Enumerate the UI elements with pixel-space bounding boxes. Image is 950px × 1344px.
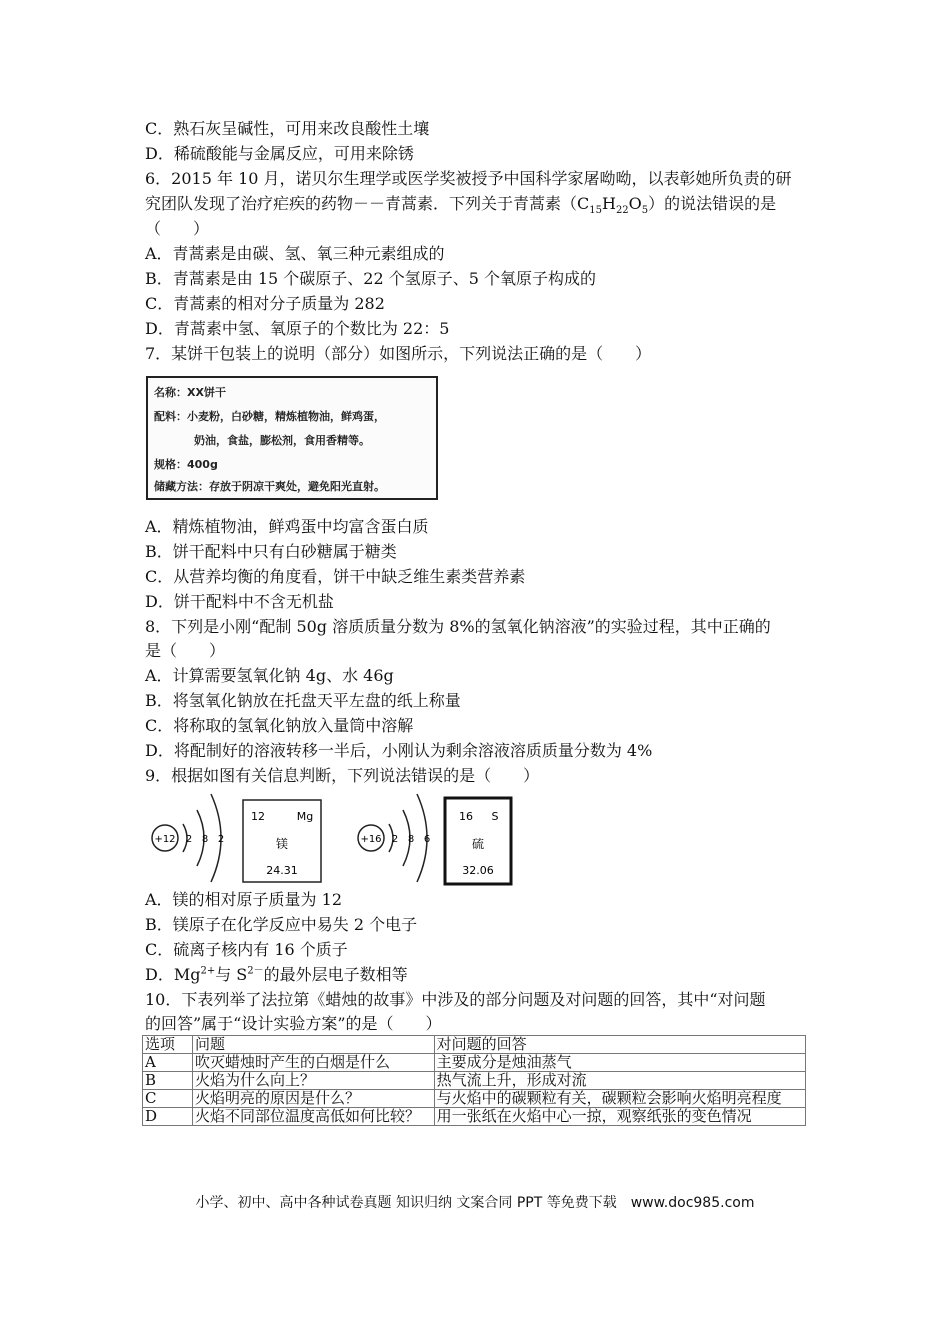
q8-option-d: D．将配制好的溶液转移一半后，小刚认为剩余溶液溶质质量分数为 4%	[145, 741, 653, 760]
row-d-answer: 用一张纸在火焰中心一掠，观察纸张的变色情况	[434, 1108, 805, 1126]
label-spec: 规格：400g	[154, 458, 218, 471]
q6-option-d: D．青蒿素中氢、氧原子的个数比为 22：5	[145, 319, 450, 338]
atom-structure-figure	[145, 788, 515, 888]
row-a-option: A	[143, 1054, 193, 1072]
row-d-option: D	[143, 1108, 193, 1126]
row-a-question: 吹灭蜡烛时产生的白烟是什么	[192, 1054, 434, 1072]
row-c-question: 火焰明亮的原因是什么？	[192, 1090, 434, 1108]
q8-option-a: A．计算需要氢氧化钠 4g、水 46g	[145, 666, 394, 685]
row-b-answer: 热气流上升，形成对流	[434, 1072, 805, 1090]
q6-option-a: A．青蒿素是由碳、氢、氧三种元素组成的	[145, 244, 445, 263]
s-shell-1-count: 2	[391, 834, 399, 845]
s-atom-structure	[358, 794, 430, 882]
mg-atomic-mass: 24.31	[266, 864, 298, 877]
q7-option-a: A．精炼植物油，鲜鸡蛋中均富含蛋白质	[145, 517, 429, 536]
q8-option-c: C．将称取的氢氧化钠放入量筒中溶解	[145, 716, 414, 735]
header-option: 选项	[143, 1036, 193, 1054]
mg-shell-2-count: 8	[201, 834, 209, 845]
table-header-row	[143, 1036, 806, 1054]
mg-atom-structure	[152, 794, 224, 882]
row-b-option: B	[143, 1072, 193, 1090]
q9-option-a: A．镁的相对原子质量为 12	[145, 890, 343, 909]
q6-option-c: C．青蒿素的相对分子质量为 282	[145, 294, 385, 313]
q9-option-c: C．硫离子核内有 16 个质子	[145, 940, 348, 959]
label-ingredients-2: 奶油，食盐，膨松剂，食用香精等。	[194, 434, 370, 447]
biscuit-label-figure	[146, 376, 438, 500]
row-d-question: 火焰不同部位温度高低如何比较？	[192, 1108, 434, 1126]
row-a-answer: 主要成分是烛油蒸气	[434, 1054, 805, 1072]
page-footer: 小学、初中、高中各种试卷真题 知识归纳 文案合同 PPT 等免费下载 www.doc985.com	[195, 1195, 755, 1211]
q7-option-c: C．从营养均衡的角度看，饼干中缺乏维生素类营养素	[145, 567, 526, 586]
s-shell-2-count: 8	[407, 834, 415, 845]
q5-option-c: C．熟石灰呈碱性，可用来改良酸性土壤	[145, 119, 430, 138]
s-atomic-mass: 32.06	[462, 864, 494, 877]
q10-stem-line2: 的回答”属于“设计实验方案”的是（ ）	[145, 1014, 442, 1033]
mg-symbol: Mg	[296, 810, 314, 823]
q6-answer-paren: （ ）	[145, 219, 210, 238]
s-symbol: S	[491, 810, 499, 823]
mg-element-card	[243, 800, 321, 882]
s-nucleus-label: +16	[360, 834, 382, 845]
header-question: 问题	[192, 1036, 434, 1054]
q9-stem: 9．根据如图有关信息判断，下列说法错误的是（ ）	[145, 766, 540, 785]
row-c-answer: 与火焰中的碳颗粒有关，碳颗粒会影响火焰明亮程度	[434, 1090, 805, 1108]
q7-option-b: B．饼干配料中只有白砂糖属于糖类	[145, 542, 397, 561]
mg-name: 镁	[275, 837, 289, 851]
q6-stem-line2: 究团队发现了治疗疟疾的药物－－青蒿素．下列关于青蒿素$(C_{15}H_{22}O_5)$的说法错误的是	[145, 194, 777, 217]
mg-nucleus-label: +12	[154, 834, 176, 845]
q7-option-d: D．饼干配料中不含无机盐	[145, 592, 334, 611]
table-row	[143, 1072, 806, 1090]
mg-shell-1-count: 2	[185, 834, 193, 845]
label-name: 名称：XX饼干	[154, 386, 226, 399]
table-row	[143, 1054, 806, 1072]
q8-option-b: B．将氢氧化钠放在托盘天平左盘的纸上称量	[145, 691, 461, 710]
label-storage: 储藏方法：存放于阴凉干爽处，避免阳光直射。	[154, 480, 385, 493]
table-row	[143, 1108, 806, 1126]
mg-shell-3-count: 2	[217, 834, 225, 845]
q6-stem-line1: 6．2015 年 10 月，诺贝尔生理学或医学奖被授予中国科学家屠呦呦，以表彰她所负责的研	[145, 169, 792, 188]
table-row	[143, 1090, 806, 1108]
header-answer: 对问题的回答	[434, 1036, 805, 1054]
mg-atomic-number: 12	[251, 810, 265, 823]
q8-stem-line2: 是（ ）	[145, 641, 226, 660]
q8-stem-line1: 8．下列是小刚“配制 50g 溶质质量分数为 8%的氢氧化钠溶液”的实验过程，其中正确的	[145, 617, 771, 636]
label-ingredients-1: 配料：小麦粉，白砂糖，精炼植物油，鲜鸡蛋，	[154, 410, 385, 423]
q9-option-b: B．镁原子在化学反应中易失 2 个电子	[145, 915, 418, 934]
q10-stem-line1: 10．下表列举了法拉第《蜡烛的故事》中涉及的部分问题及对问题的回答，其中“对问题	[145, 990, 766, 1009]
row-b-question: 火焰为什么向上？	[192, 1072, 434, 1090]
s-shell-3-count: 6	[423, 834, 431, 845]
q7-stem: 7．某饼干包装上的说明（部分）如图所示，下列说法正确的是（ ）	[145, 344, 652, 363]
q6-option-b: B．青蒿素是由 15 个碳原子、22 个氢原子、5 个氧原子构成的	[145, 269, 597, 288]
q9-option-d: D．$Mg^{2+}$与 $S^{2-}$的最外层电子数相等	[145, 965, 408, 984]
s-atomic-number: 16	[459, 810, 473, 823]
q5-option-d: D．稀硫酸能与金属反应，可用来除锈	[145, 144, 414, 163]
row-c-option: C	[143, 1090, 193, 1108]
q10-table	[142, 1035, 806, 1126]
s-name: 硫	[471, 837, 485, 851]
s-element-card	[445, 798, 511, 884]
atom-diagram-svg	[145, 788, 515, 888]
